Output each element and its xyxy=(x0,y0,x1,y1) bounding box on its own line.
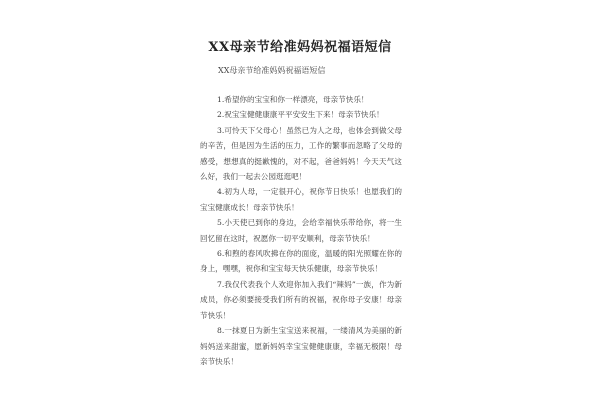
document-title: XX母亲节给准妈妈祝福语短信 xyxy=(208,40,392,55)
greeting-list xyxy=(200,92,402,369)
greeting-item-4: 4.初为人母，一定很开心，祝你节日快乐！也愿我们的宝宝健康成长！母亲节快乐！ xyxy=(200,187,402,212)
greeting-item-1: 1.希望你的宝宝和你一样漂亮，母亲节快乐！ xyxy=(217,95,369,104)
greeting-item-3: 3.可怜天下父母心！虽然已为人之母，也体会到做父母的辛苦，但是因为生活的压力，工作的繁事而忽略了父母的感受，想想真的挺歉愧的，对不起，爸爸妈妈！今天天气这么好，我们一起去公园逛逛吧！ xyxy=(200,125,402,182)
greeting-item-5: 5.小天使已到你的身边，会给幸福快乐带给你，将一生回忆留在这时，祝愿你一切平安顺利，母亲节快乐！ xyxy=(200,218,402,243)
greeting-item-8: 8.一抹夏日为新生宝宝送来祝福，一缕清风为美丽的新妈妈送来甜蜜，愿新妈妈幸宝宝健健康康，幸福无极限！母亲节快乐！ xyxy=(200,326,402,366)
greeting-item-2: 2.祝宝宝健健康康平平安安生下来！母亲节快乐！ xyxy=(217,110,384,120)
greeting-item-6: 6.和煦的春风吹拂在你的面庞，温暖的阳光照耀在你的身上，嘿嘿，祝你和宝宝每天快乐健康，母亲节快乐！ xyxy=(200,249,402,274)
document-subtitle: XX母亲节给准妈妈祝福语短信 xyxy=(218,66,326,75)
greeting-item-7: 7.我仅代表我个人欢迎你加入我们“辣妈”一族，作为新成员，你必须要接受我们所有的祝福，祝你母子安康！母亲节快乐！ xyxy=(200,279,402,320)
